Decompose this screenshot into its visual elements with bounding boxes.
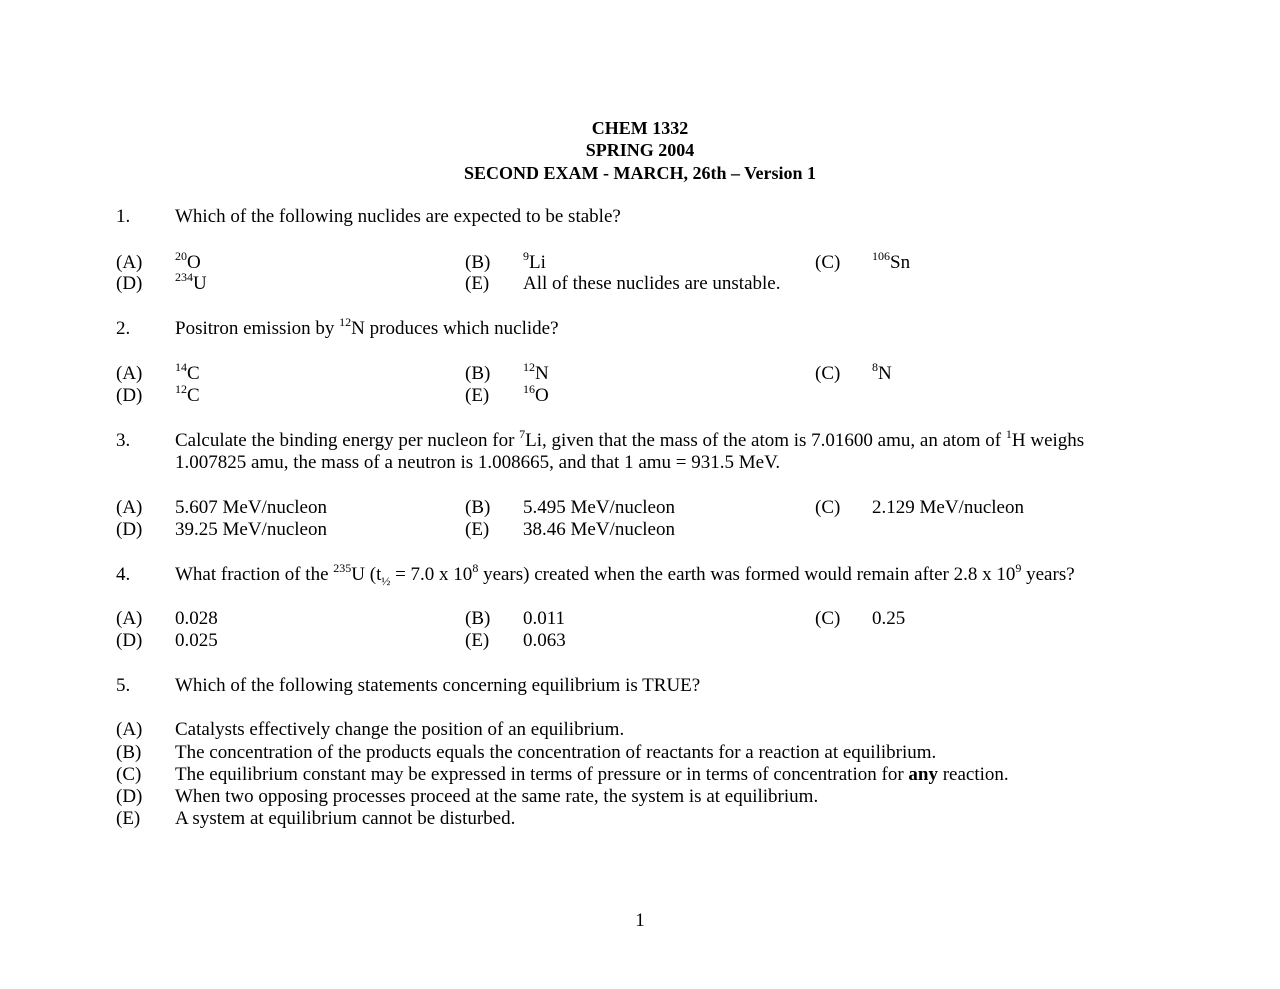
q4-e-answer: 0.063 bbox=[523, 630, 566, 651]
q2-b-label: (B) bbox=[465, 363, 491, 384]
q5-d-answer: When two opposing processes proceed at the same rate, the system is at equilibrium. bbox=[175, 786, 819, 807]
q3-number: 3. bbox=[116, 430, 131, 451]
exam-title: SECOND EXAM - MARCH, 26th – Version 1 bbox=[463, 163, 816, 183]
q1-number: 1. bbox=[116, 206, 131, 227]
q4-d-label: (D) bbox=[116, 630, 143, 651]
q4-c-answer: 0.25 bbox=[872, 608, 906, 629]
q3-text: Calculate the binding energy per nucleon for $^7$Li, given that the mass of the atom is 7.01600 amu, an atom of $^1$H weighs bbox=[175, 427, 1085, 451]
q3-a-answer: 5.607 MeV/nucleon bbox=[175, 497, 327, 518]
q1-d-answer: $^{234}$U bbox=[175, 270, 207, 294]
q3-c-answer: 2.129 MeV/nucleon bbox=[872, 497, 1024, 518]
q4-e-label: (E) bbox=[465, 630, 490, 651]
q4-c-label: (C) bbox=[815, 608, 841, 629]
q3-e-answer: 38.46 MeV/nucleon bbox=[523, 519, 675, 540]
q3-text-line2: 1.007825 amu, the mass of a neutron is 1.008665, and that 1 amu = 931.5 MeV. bbox=[175, 452, 781, 473]
course-title: CHEM 1332 bbox=[591, 118, 689, 138]
q4-a-label: (A) bbox=[116, 608, 143, 629]
q2-d-answer: $^{12}$C bbox=[175, 382, 200, 406]
q3-a-label: (A) bbox=[116, 497, 143, 518]
q1-a-answer: $^{20}$O bbox=[175, 249, 201, 273]
q1-d-label: (D) bbox=[116, 273, 143, 294]
q5-a-answer: Catalysts effectively change the position of an equilibrium. bbox=[175, 719, 625, 740]
q4-a-answer: 0.028 bbox=[175, 608, 218, 629]
q4-b-answer: 0.011 bbox=[523, 608, 566, 629]
q2-number: 2. bbox=[116, 318, 131, 339]
q2-d-label: (D) bbox=[116, 385, 143, 406]
q3-b-answer: 5.495 MeV/nucleon bbox=[523, 497, 675, 518]
q2-b-answer: $^{12}$N bbox=[523, 360, 549, 384]
q5-c-answer: The equilibrium constant may be expressed in terms of pressure or in terms of concentration for any reaction. bbox=[175, 764, 1009, 785]
q2-a-answer: $^{14}$C bbox=[175, 360, 200, 384]
q3-d-answer: 39.25 MeV/nucleon bbox=[175, 519, 327, 540]
q2-e-label: (E) bbox=[465, 385, 490, 406]
q4-b-label: (B) bbox=[465, 608, 491, 629]
q1-c-label: (C) bbox=[815, 252, 841, 273]
q4-d-answer: 0.025 bbox=[175, 630, 218, 651]
q5-e-answer: A system at equilibrium cannot be disturbed. bbox=[175, 808, 516, 829]
q2-c-answer: $^8$N bbox=[872, 360, 892, 384]
q5-text: Which of the following statements concerning equilibrium is TRUE? bbox=[175, 675, 701, 696]
q1-a-label: (A) bbox=[116, 252, 143, 273]
page-number: 1 bbox=[635, 910, 645, 931]
q3-e-label: (E) bbox=[465, 519, 490, 540]
q1-b-label: (B) bbox=[465, 252, 491, 273]
q5-d-label: (D) bbox=[116, 786, 143, 807]
q2-text: Positron emission by $^{12}$N produces which nuclide? bbox=[175, 315, 559, 339]
q5-e-label: (E) bbox=[116, 808, 141, 829]
q5-c-label: (C) bbox=[116, 764, 142, 785]
semester-title: SPRING 2004 bbox=[585, 140, 695, 160]
q5-b-label: (B) bbox=[116, 742, 142, 763]
q2-c-label: (C) bbox=[815, 363, 841, 384]
q1-e-answer: All of these nuclides are unstable. bbox=[523, 273, 781, 294]
q1-text: Which of the following nuclides are expected to be stable? bbox=[175, 206, 621, 227]
q1-e-label: (E) bbox=[465, 273, 490, 294]
q1-c-answer: $^{106}$Sn bbox=[872, 249, 911, 273]
q4-text: What fraction of the $^{235}$U ($t_{\frac{1}{2}} = 7.0$ x $10^8$ years) created when the earth was formed would remain after 2.8 x $10^9$ years? bbox=[175, 561, 1075, 588]
q5-b-answer: The concentration of the products equals the concentration of reactants for a reaction at equilibrium. bbox=[175, 742, 937, 763]
q5-a-label: (A) bbox=[116, 719, 143, 740]
q5-number: 5. bbox=[116, 675, 131, 696]
q1-b-answer: $^9$Li bbox=[523, 249, 546, 273]
q3-b-label: (B) bbox=[465, 497, 491, 518]
q3-d-label: (D) bbox=[116, 519, 143, 540]
q4-number: 4. bbox=[116, 564, 131, 585]
q2-e-answer: $^{16}$O bbox=[523, 382, 549, 406]
q2-a-label: (A) bbox=[116, 363, 143, 384]
q3-c-label: (C) bbox=[815, 497, 841, 518]
